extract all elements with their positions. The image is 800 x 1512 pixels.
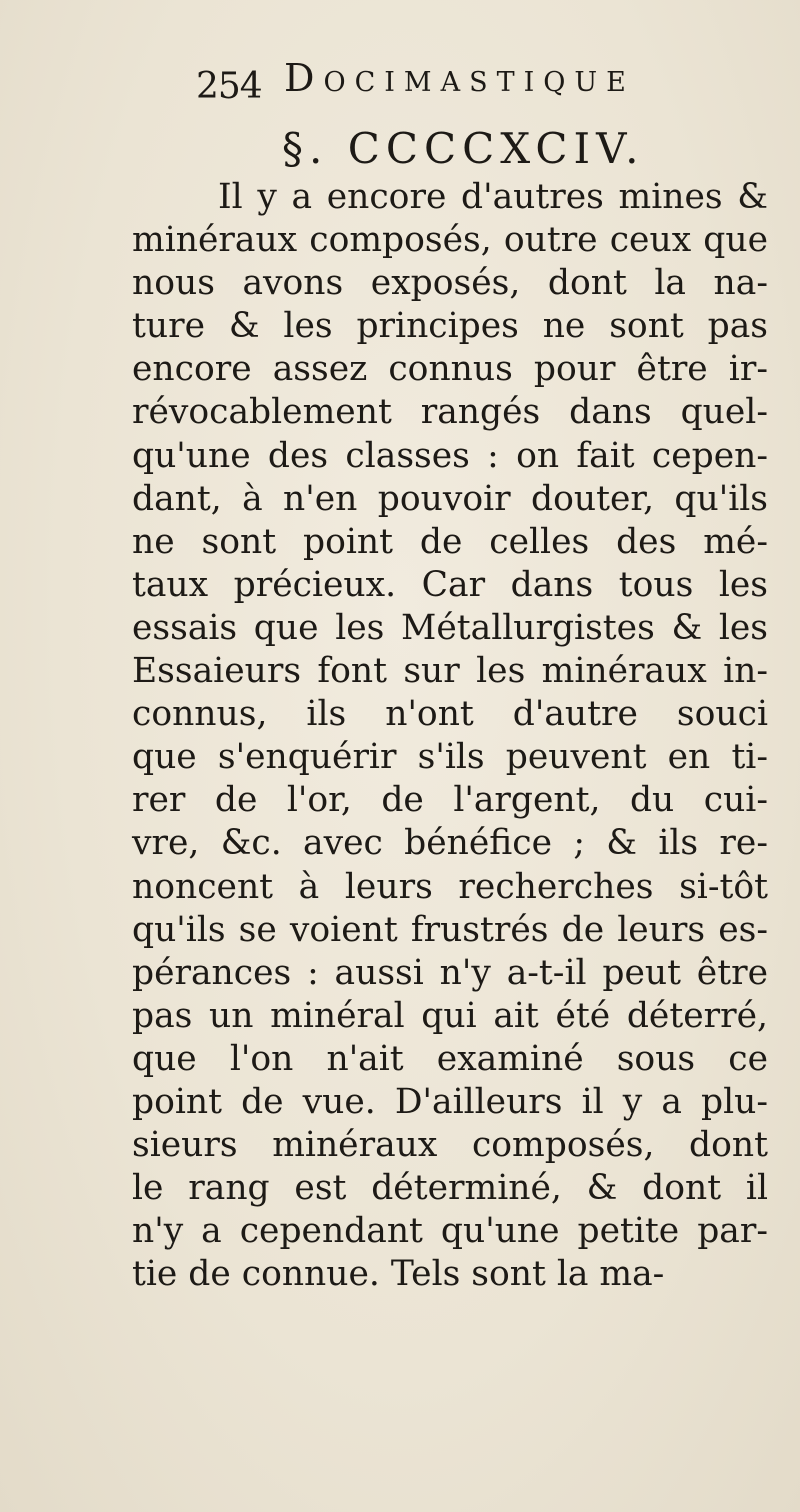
text-line: Essaieurs font sur les minéraux in- xyxy=(132,651,768,692)
text-line: révocablement rangés dans quel- xyxy=(132,392,768,433)
text-line: ture & les principes ne sont pas xyxy=(132,306,768,347)
section-heading: §. CCCCXCIV. xyxy=(282,124,645,173)
text-line: tie de connue. Tels sont la ma- xyxy=(132,1254,665,1295)
text-line: pérances : aussi n'y a-t-il peut être xyxy=(132,952,768,993)
text-line: point de vue. D'ailleurs il y a plu- xyxy=(132,1081,768,1122)
text-line: le rang est déterminé, & dont il xyxy=(132,1168,768,1209)
text-line: que s'enquérir s'ils peuvent en ti- xyxy=(132,737,768,778)
body-text xyxy=(132,176,768,1296)
text-line: noncent à leurs recherches si-tôt xyxy=(132,866,768,907)
text-line: dant, à n'en pouvoir douter, qu'ils xyxy=(132,478,768,519)
text-line: connus, ils n'ont d'autre souci xyxy=(132,694,768,735)
text-line: que l'on n'ait examiné sous ce xyxy=(132,1038,768,1079)
running-title: Docimastique xyxy=(284,56,635,100)
text-line: taux précieux. Car dans tous les xyxy=(132,564,768,605)
text-line: n'y a cependant qu'une petite par- xyxy=(132,1211,768,1252)
text-line: essais que les Métallurgistes & les xyxy=(132,607,768,648)
text-line: pas un minéral qui ait été déterré, xyxy=(132,995,768,1036)
text-line: qu'ils se voient frustrés de leurs es- xyxy=(132,909,768,950)
text-line: qu'une des classes : on fait cepen- xyxy=(132,435,768,476)
text-line: ne sont point de celles des mé- xyxy=(132,521,768,562)
page-number: 254 xyxy=(196,66,262,107)
text-line: nous avons exposés, dont la na- xyxy=(132,263,768,304)
text-line: sieurs minéraux composés, dont xyxy=(132,1125,768,1166)
page-header xyxy=(196,52,696,112)
text-line: encore assez connus pour être ir- xyxy=(132,349,768,390)
text-line: minéraux composés, outre ceux que xyxy=(132,220,768,261)
text-line: Il y a encore d'autres mines & xyxy=(218,177,768,217)
text-line: rer de l'or, de l'argent, du cui- xyxy=(132,780,768,821)
text-line: vre, &c. avec bénéfice ; & ils re- xyxy=(132,823,768,864)
